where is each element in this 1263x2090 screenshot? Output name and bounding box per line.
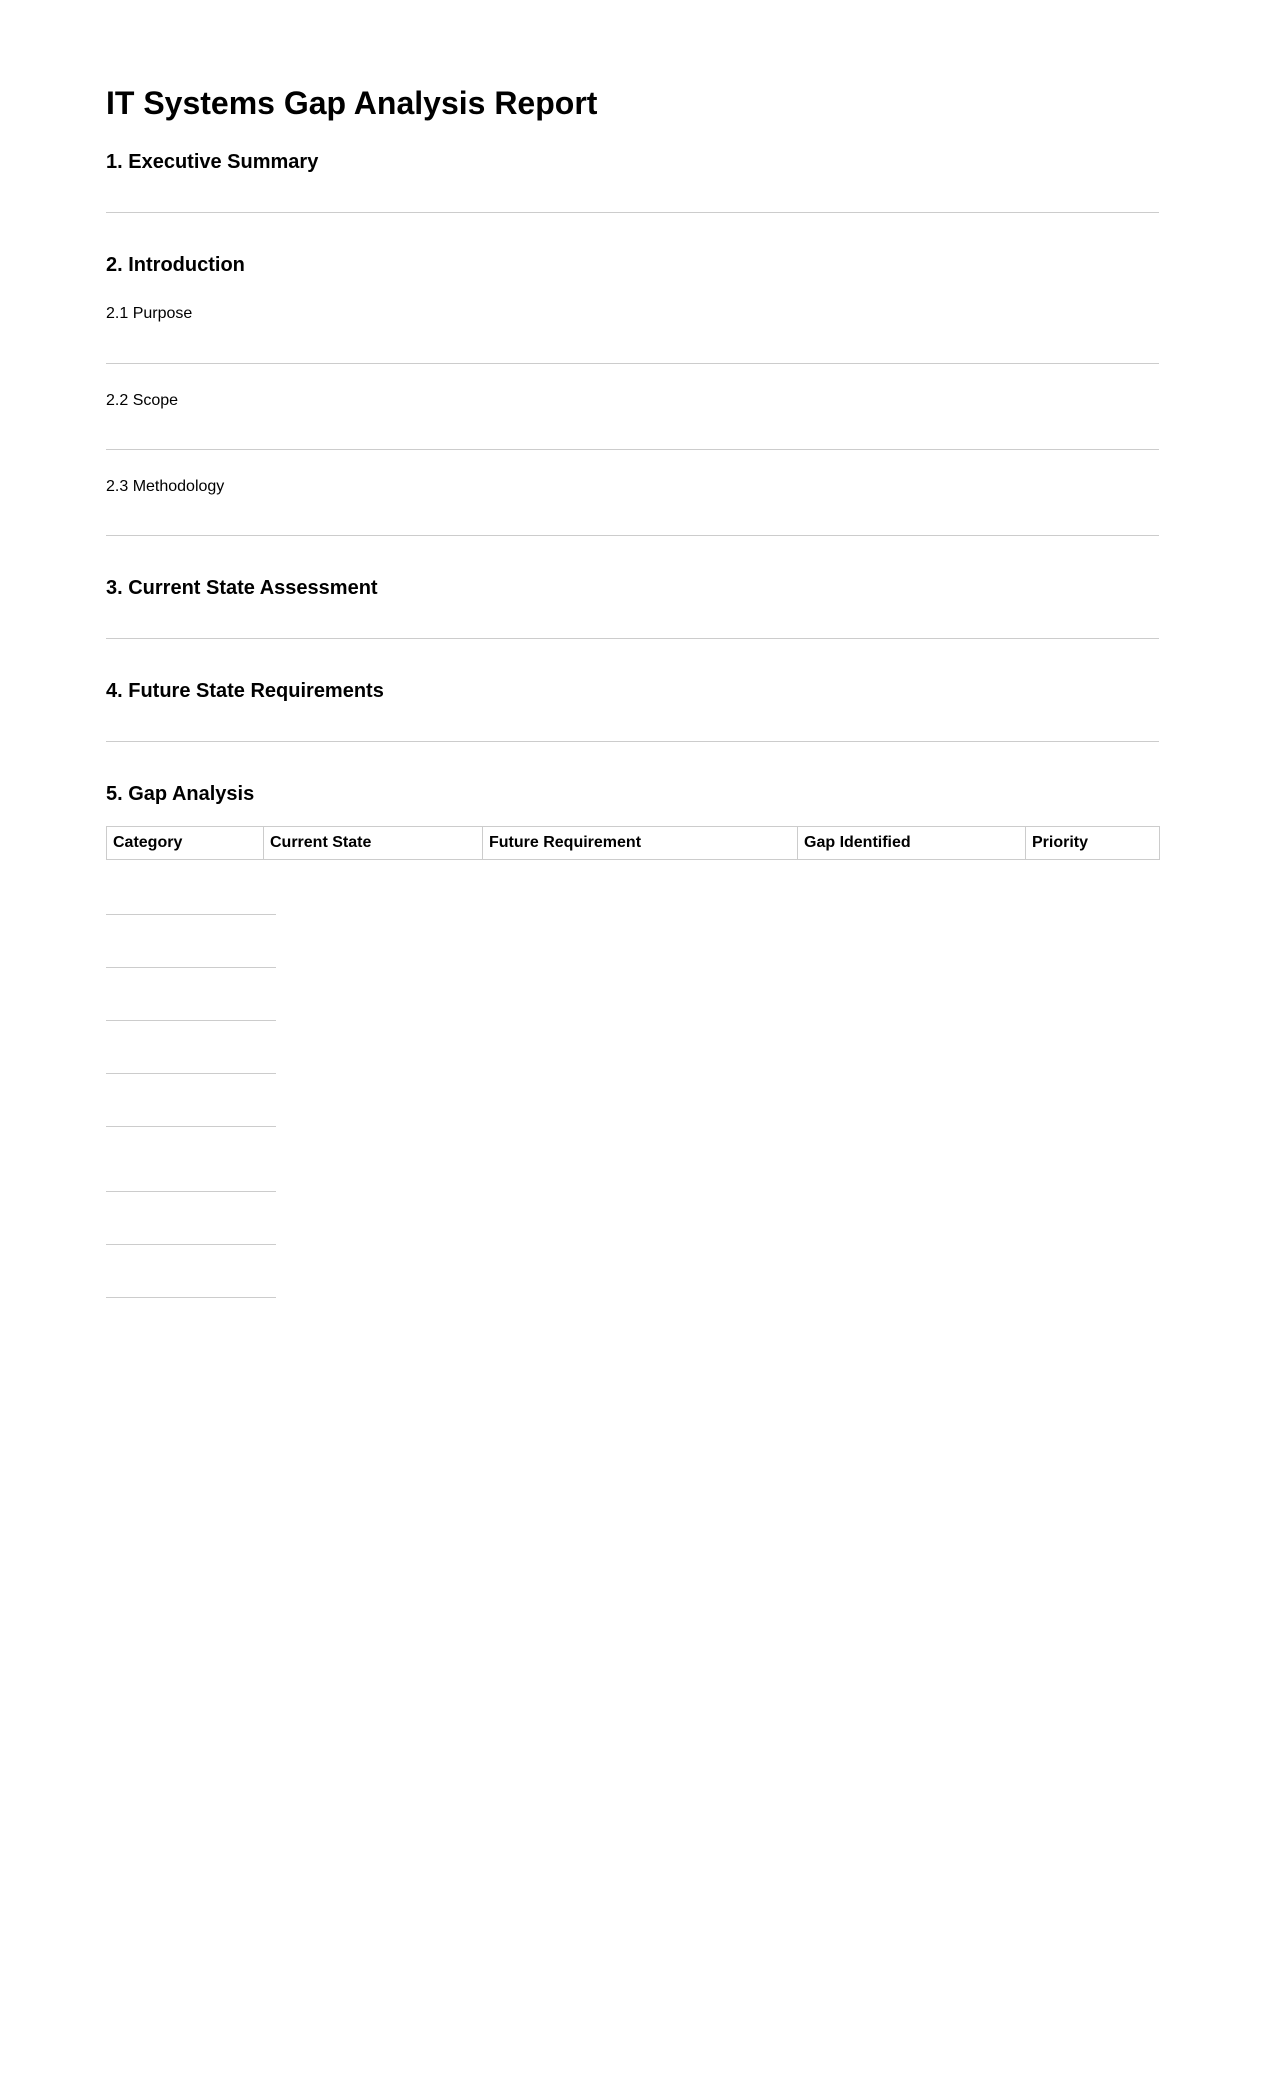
- gap-analysis-table: [106, 826, 1160, 860]
- table-row: [106, 1244, 276, 1245]
- column-header-future-requirement: Future Requirement: [483, 827, 798, 860]
- section-heading-introduction: 2. Introduction: [106, 254, 245, 276]
- column-header-priority: Priority: [1026, 827, 1160, 860]
- section-divider: [106, 741, 1159, 742]
- table-row: [106, 1020, 276, 1021]
- subsection-heading-scope: 2.2 Scope: [106, 392, 179, 409]
- column-header-category: Category: [107, 827, 264, 860]
- table-row: [106, 914, 276, 915]
- column-header-current-state: Current State: [264, 827, 483, 860]
- section-heading-executive-summary: 1. Executive Summary: [106, 151, 319, 173]
- section-divider: [106, 449, 1159, 450]
- section-heading-gap-analysis: 5. Gap Analysis: [106, 783, 255, 805]
- subsection-heading-purpose: 2.1 Purpose: [106, 305, 193, 322]
- subsection-heading-methodology: 2.3 Methodology: [106, 478, 225, 495]
- column-header-gap-identified: Gap Identified: [798, 827, 1026, 860]
- table-row: [106, 967, 276, 968]
- section-divider: [106, 638, 1159, 639]
- section-heading-current-state: 3. Current State Assessment: [106, 577, 378, 599]
- table-row: [106, 1191, 276, 1192]
- table-header-row: [107, 827, 1160, 860]
- table-row: [106, 1126, 276, 1127]
- table-row: [106, 1073, 276, 1074]
- section-divider: [106, 535, 1159, 536]
- section-divider: [106, 212, 1159, 213]
- section-heading-future-state: 4. Future State Requirements: [106, 680, 384, 702]
- page-title: IT Systems Gap Analysis Report: [106, 85, 598, 121]
- section-divider: [106, 363, 1159, 364]
- table-row: [106, 1297, 276, 1298]
